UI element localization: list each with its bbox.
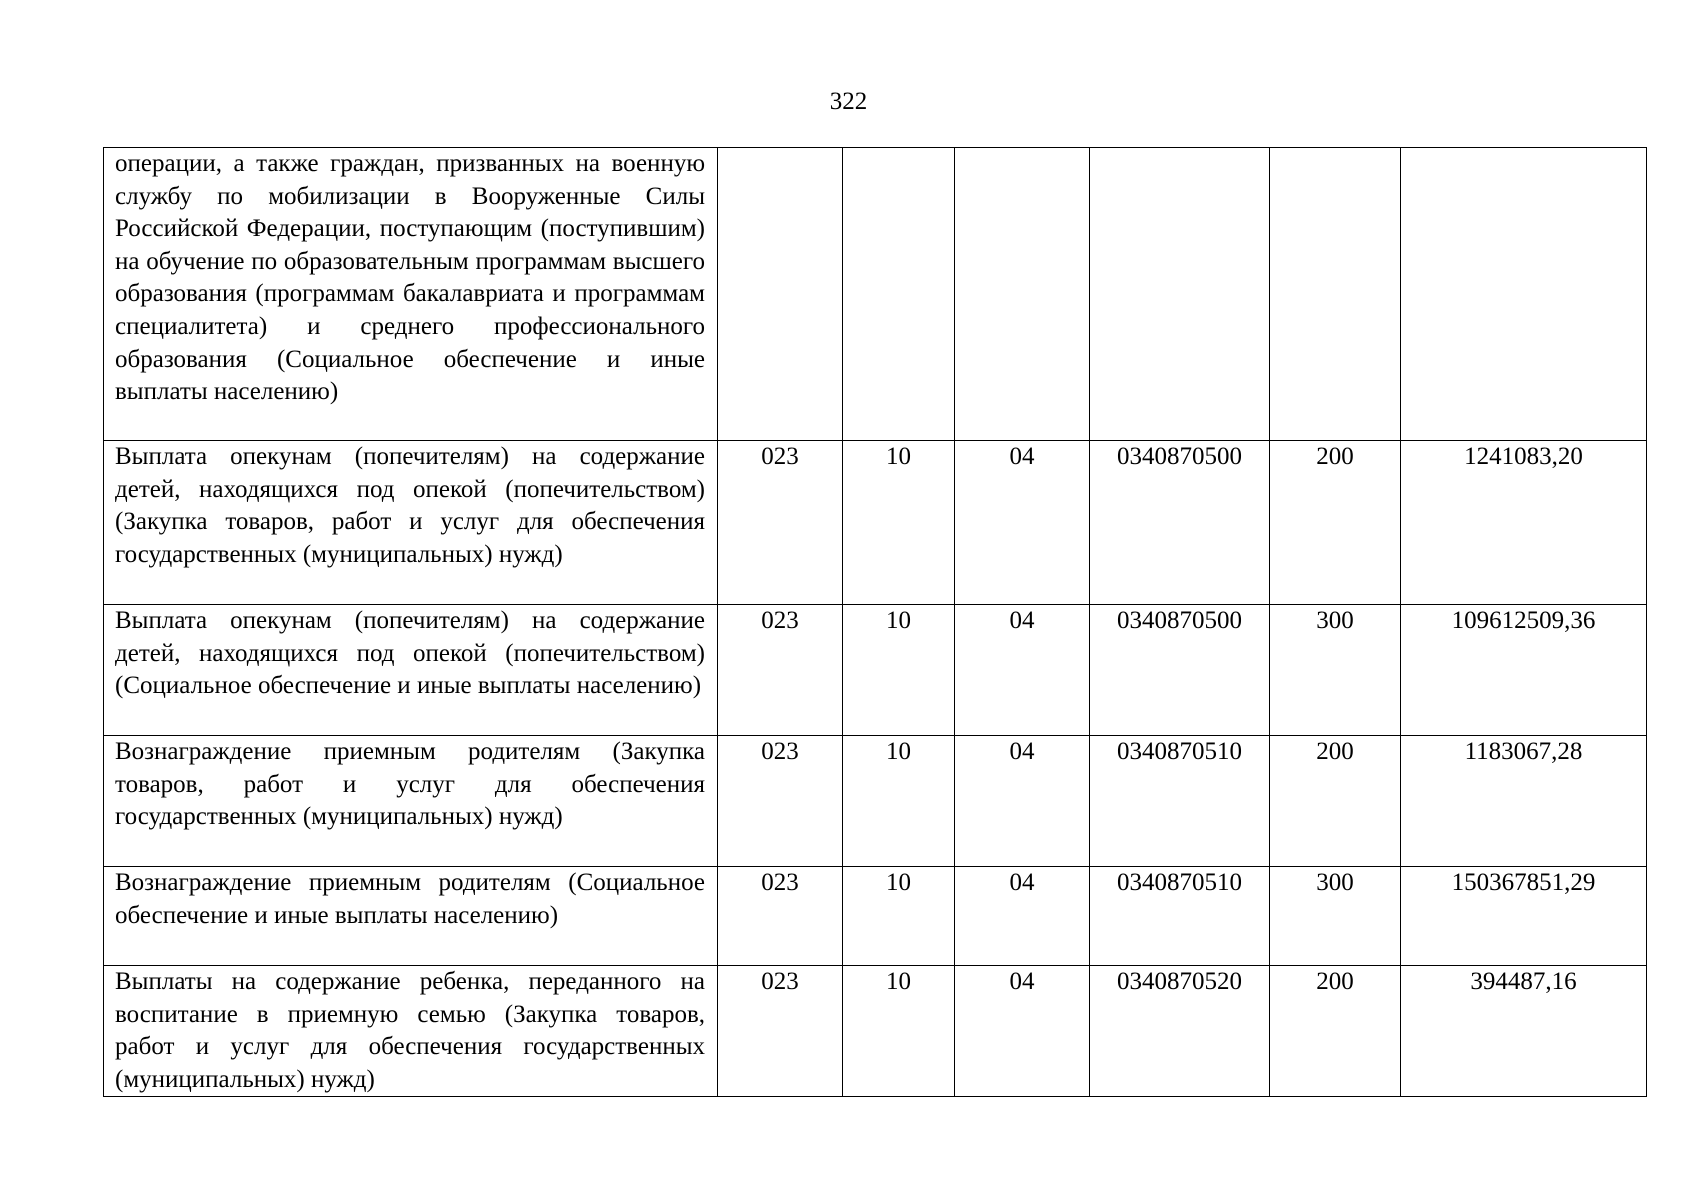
section-cell: 10 (843, 736, 955, 867)
admin-code-cell: 023 (718, 867, 843, 966)
section-cell: 10 (843, 966, 955, 1097)
amount-cell: 109612509,36 (1401, 605, 1647, 736)
admin-code-cell (718, 148, 843, 441)
table-row (104, 605, 1647, 736)
row-description: Выплаты на содержание ребенка, переданного на воспитание в приемную семью (Закупка товаров, работ и услуг для обеспечения государственных (муниципальных) нужд) (104, 966, 718, 1097)
row-description: Вознаграждение приемным родителям (Закупка товаров, работ и услуг для обеспечения государственных (муниципальных) нужд) (104, 736, 718, 867)
row-description: Вознаграждение приемным родителям (Социальное обеспечение и иные выплаты населению) (104, 867, 718, 966)
amount-cell (1401, 148, 1647, 441)
target-article-cell: 0340870510 (1090, 867, 1270, 966)
table-row (104, 441, 1647, 605)
table-row (104, 867, 1647, 966)
admin-code-cell: 023 (718, 441, 843, 605)
section-cell: 10 (843, 441, 955, 605)
amount-cell: 150367851,29 (1401, 867, 1647, 966)
target-article-cell: 0340870520 (1090, 966, 1270, 1097)
expense-type-cell: 200 (1270, 736, 1401, 867)
expense-type-cell: 300 (1270, 605, 1401, 736)
section-cell (843, 148, 955, 441)
subsection-cell: 04 (955, 966, 1090, 1097)
table-row (104, 966, 1647, 1097)
expense-type-cell (1270, 148, 1401, 441)
subsection-cell (955, 148, 1090, 441)
row-description: Выплата опекунам (попечителям) на содержание детей, находящихся под опекой (попечительством) (Социальное обеспечение и иные выплаты населению) (104, 605, 718, 736)
section-cell: 10 (843, 605, 955, 736)
budget-table (103, 147, 1647, 1097)
admin-code-cell: 023 (718, 736, 843, 867)
section-cell: 10 (843, 867, 955, 966)
subsection-cell: 04 (955, 736, 1090, 867)
page-number: 322 (829, 88, 868, 115)
subsection-cell: 04 (955, 867, 1090, 966)
target-article-cell (1090, 148, 1270, 441)
row-description: Выплата опекунам (попечителям) на содержание детей, находящихся под опекой (попечительством) (Закупка товаров, работ и услуг для обеспечения государственных (муниципальных) нужд) (104, 441, 718, 605)
expense-type-cell: 200 (1270, 441, 1401, 605)
admin-code-cell: 023 (718, 605, 843, 736)
amount-cell: 394487,16 (1401, 966, 1647, 1097)
row-description: операции, а также граждан, призванных на военную службу по мобилизации в Вооруженные Силы Российской Федерации, поступающим (поступившим) на обучение по образовательным программам высшего образования (программам бакалавриата и программам специалитета) и среднего профессионального образования (Социальное обеспечение и иные выплаты населению) (104, 148, 718, 441)
expense-type-cell: 300 (1270, 867, 1401, 966)
table-row (104, 736, 1647, 867)
amount-cell: 1241083,20 (1401, 441, 1647, 605)
target-article-cell: 0340870510 (1090, 736, 1270, 867)
subsection-cell: 04 (955, 605, 1090, 736)
admin-code-cell: 023 (718, 966, 843, 1097)
subsection-cell: 04 (955, 441, 1090, 605)
target-article-cell: 0340870500 (1090, 605, 1270, 736)
amount-cell: 1183067,28 (1401, 736, 1647, 867)
table-row (104, 148, 1647, 441)
target-article-cell: 0340870500 (1090, 441, 1270, 605)
expense-type-cell: 200 (1270, 966, 1401, 1097)
